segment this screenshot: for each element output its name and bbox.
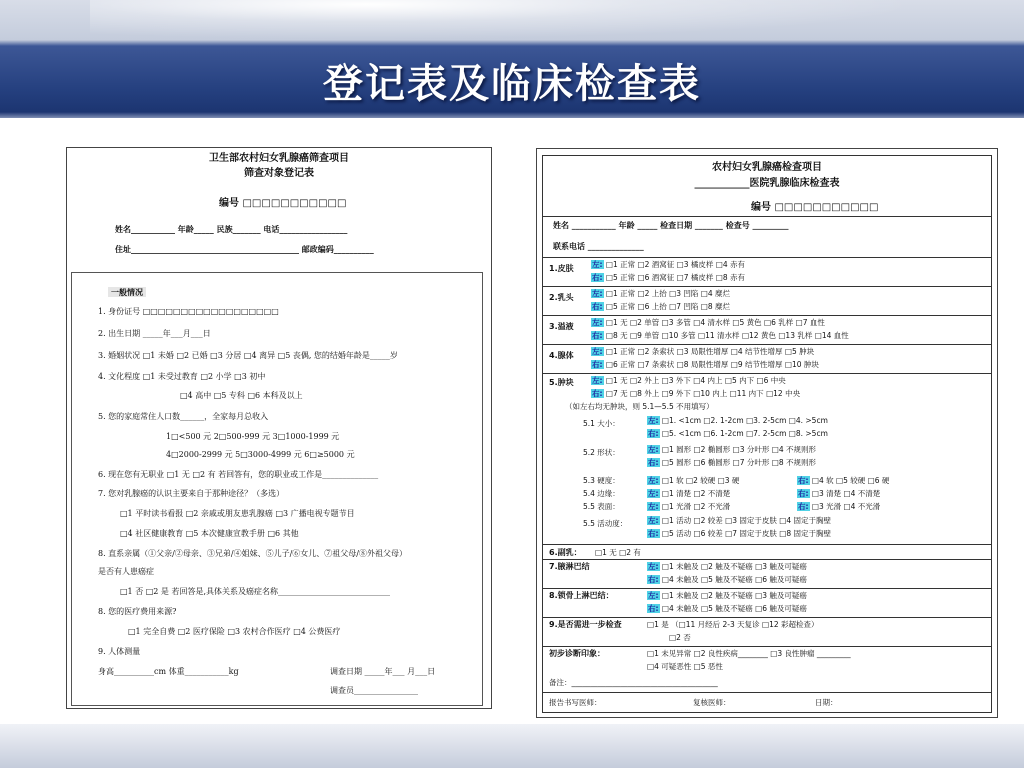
row-axillary-left: 左: □1 未触及 □2 触及不疑癌 □3 触及可疑癌 [648, 562, 807, 571]
row-skin-label: 1.皮肤 [549, 264, 574, 273]
general-info-section [71, 272, 483, 706]
size-right: 右: □5. <1cm □6. 1-2cm □7. 2-5cm □8. >5cm [648, 429, 828, 438]
shape-label: 5.2 形状： [583, 448, 620, 457]
q7-awareness: 7. 您对乳腺癌的认识主要来自于那种途径？（多选） [98, 489, 285, 498]
right-form-serial: 编号 □□□□□□□□□□□ [751, 202, 879, 213]
shape-right: 右: □5 圆形 □6 椭圆形 □7 分叶形 □8 不规则形 [648, 458, 817, 467]
clinical-exam-form [536, 148, 998, 718]
shape-left: 左: □1 圆形 □2 椭圆形 □3 分叶形 □4 不规则形 [648, 445, 817, 454]
hardness-left: 左: □1 软 □2 较硬 □3 硬 [648, 476, 740, 485]
q5-income-row2: 4□2000-2999 元 5□3000-4999 元 6□≥5000 元 [166, 450, 355, 459]
q3-marital-status: 3. 婚姻状况 □1 未婚 □2 已婚 □3 分居 □4 离异 □5 丧偶, 您的结婚年龄是_____岁 [98, 351, 398, 360]
footer-band [0, 724, 1024, 768]
q8-cancer-question: 是否有人患癌症 [98, 567, 154, 576]
left-form-subtitle: 筛查对象登记表 [244, 168, 314, 179]
row-supraclav-left: 左: □1 未触及 □2 触及不疑癌 □3 触及可疑癌 [648, 591, 807, 600]
row-supraclav-label: 8.锁骨上淋巴结： [549, 591, 614, 600]
row-discharge-label: 3.溢液 [549, 322, 574, 331]
row-mass-label: 5.肿块 [549, 378, 574, 387]
mass-note: （如左右均无肿块，则 5.1—5.5 不用填写） [565, 402, 714, 411]
size-left: 左: □1. <1cm □2. 1-2cm □3. 2-5cm □4. >5cm [648, 416, 828, 425]
mobility-left: 左: □1 活动 □2 较差 □3 固定于皮肤 □4 固定于胸壁 [648, 516, 832, 525]
q9-surveyor: 调查员________________ [330, 686, 418, 695]
row-gland-right: 右: □6 正常 □7 条索状 □8 局限性增厚 □9 结节性增厚 □10 肿块 [592, 360, 819, 369]
q9-measurement: 9. 人体测量 [98, 647, 141, 656]
edge-right: 右: □3 清楚 □4 不清楚 [798, 489, 881, 498]
section-header: 一般情况 [108, 287, 146, 297]
q9-survey-date: 调查日期 _____年___ 月___日 [330, 667, 436, 676]
right-form-subtitle: ___________医院乳腺临床检查表 [694, 178, 840, 189]
row-skin-left: 左: □1 正常 □2 酒窝征 □3 橘皮样 □4 赤有 [592, 260, 746, 269]
q8-medical-cost: 8. 您的医疗费用来源? [98, 607, 177, 616]
row-impression-label: 初步诊断印象： [549, 649, 605, 658]
q4-education: 4. 文化程度 □1 未受过教育 □2 小学 □3 初中 [98, 372, 266, 381]
right-form-person-row: 姓名 ___________ 年龄 _____ 检查日期 _______ 检查号 _________ [553, 221, 789, 230]
row-nipple-right: 右: □5 正常 □6 上抬 □7 凹陷 □8 糜烂 [592, 302, 731, 311]
hardness-right: 右: □4 软 □5 较硬 □6 硬 [798, 476, 890, 485]
row-mass-left: 左: □1 无 □2 外上 □3 外下 □4 内上 □5 内下 □6 中央 [592, 376, 786, 385]
q2-birth-date: 2. 出生日期 _____年___月___日 [98, 329, 211, 338]
left-form-address-row: 住址__________________________________________ 邮政编码__________ [115, 244, 374, 254]
q7-options-row2: □4 社区健康教育 □5 本次健康宣教手册 □6 其他 [120, 529, 299, 538]
surface-right: 右: □3 光滑 □4 不光滑 [798, 502, 881, 511]
registration-form [66, 147, 492, 709]
row-remarks: 备注：_______________________________________ [549, 678, 718, 687]
q4-education-options: □4 高中 □5 专科 □6 本科及以上 [180, 391, 303, 400]
row-further-no: □2 否 [669, 633, 691, 642]
left-form-person-row: 姓名___________ 年龄_____ 民族_______ 电话_________________ [115, 224, 348, 234]
q5-income-row1: 1□<500 元 2□500-999 元 3□1000-1999 元 [166, 432, 340, 441]
surface-left: 左: □1 光滑 □2 不光滑 [648, 502, 731, 511]
q9-height-weight: 身高__________cm 体重___________kg [98, 667, 239, 676]
q5-household: 5. 您的家庭常住人口数______，全家每月总收入 [98, 412, 269, 421]
surface-label: 5.5 表面： [583, 502, 620, 511]
row-discharge-right: 右: □8 无 □9 单管 □10 多管 □11 清水样 □12 黄色 □13 乳样 □14 血性 [592, 331, 849, 340]
left-form-serial: 编号 □□□□□□□□□□□ [219, 198, 347, 209]
row-axillary-right: 右: □4 未触及 □5 触及不疑癌 □6 触及可疑癌 [648, 575, 807, 584]
row-mass-right: 右: □7 无 □8 外上 □9 外下 □10 内上 □11 内下 □12 中央 [592, 389, 801, 398]
row-nipple-label: 2.乳头 [549, 293, 574, 302]
row-supraclav-right: 右: □4 未触及 □5 触及不疑癌 □6 触及可疑癌 [648, 604, 807, 613]
q8-family-history: 8. 直系亲属（①父亲/②母亲、③兄弟/④姐妹、⑤儿子/⑥女儿、⑦祖父母/⑧外祖父母） [98, 549, 407, 558]
footer-date: 日期： [815, 698, 838, 707]
row-accessory-label: 6.副乳： [549, 548, 582, 557]
q7-options-row1: □1 平时读书看报 □2 亲戚或朋友患乳腺癌 □3 广播电视专题节目 [120, 509, 355, 518]
row-further-label: 9.是否需进一步检查 [549, 620, 622, 629]
row-discharge-left: 左: □1 无 □2 单管 □3 多管 □4 清水样 □5 黄色 □6 乳样 □7 血性 [592, 318, 825, 327]
q1-id-number: 1. 身份证号 □□□□□□□□□□□□□□□□□□ [98, 307, 279, 316]
left-form-title: 卫生部农村妇女乳腺癌筛查项目 [209, 153, 349, 164]
row-axillary-label: 7.腋淋巴结 [549, 562, 590, 571]
clinical-exam-frame [542, 155, 992, 713]
right-form-title: 农村妇女乳腺癌检查项目 [712, 162, 822, 173]
q8-cost-options: □1 完全自费 □2 医疗保险 □3 农村合作医疗 □4 公费医疗 [128, 627, 341, 636]
row-gland-label: 4.腺体 [549, 351, 574, 360]
footer-report-doctor: 报告书写医师： [549, 698, 602, 707]
mobility-label: 5.5 活动度： [583, 519, 628, 528]
edge-left: 左: □1 清楚 □2 不清楚 [648, 489, 731, 498]
row-impression-a: □1 未见异常 □2 良性疾病________ □3 良性肿瘤 _________ [647, 649, 851, 658]
row-gland-left: 左: □1 正常 □2 条索状 □3 局限性增厚 □4 结节性增厚 □5 肿块 [592, 347, 815, 356]
footer-review-doctor: 复核医师： [693, 698, 731, 707]
slide-title: 登记表及临床检查表 [323, 61, 701, 107]
hardness-label: 5.3 硬度： [583, 476, 620, 485]
right-form-contact-row: 联系电话 ______________ [553, 242, 644, 251]
mobility-right: 右: □5 活动 □6 较差 □7 固定于皮肤 □8 固定于胸壁 [648, 529, 832, 538]
q6-occupation: 6. 现在您有无职业 □1 无 □2 有 若回答有，您的职业或工作是______________ [98, 470, 379, 479]
q8-cancer-options: □1 否 □2 是 若回答是,具体关系及癌症名称____________________________ [120, 587, 391, 596]
row-further-yes: □1 是 （□11 月经后 2-3 天复诊 □12 彩超检查） [647, 620, 819, 629]
row-impression-b: □4 可疑恶性 □5 恶性 [647, 662, 723, 671]
row-accessory-options: □1 无 □2 有 [595, 548, 641, 557]
row-nipple-left: 左: □1 正常 □2 上抬 □3 凹陷 □4 糜烂 [592, 289, 731, 298]
size-label: 5.1 大小： [583, 419, 620, 428]
row-skin-right: 右: □5 正常 □6 酒窝征 □7 橘皮样 □8 赤有 [592, 273, 746, 282]
edge-label: 5.4 边缘： [583, 489, 620, 498]
